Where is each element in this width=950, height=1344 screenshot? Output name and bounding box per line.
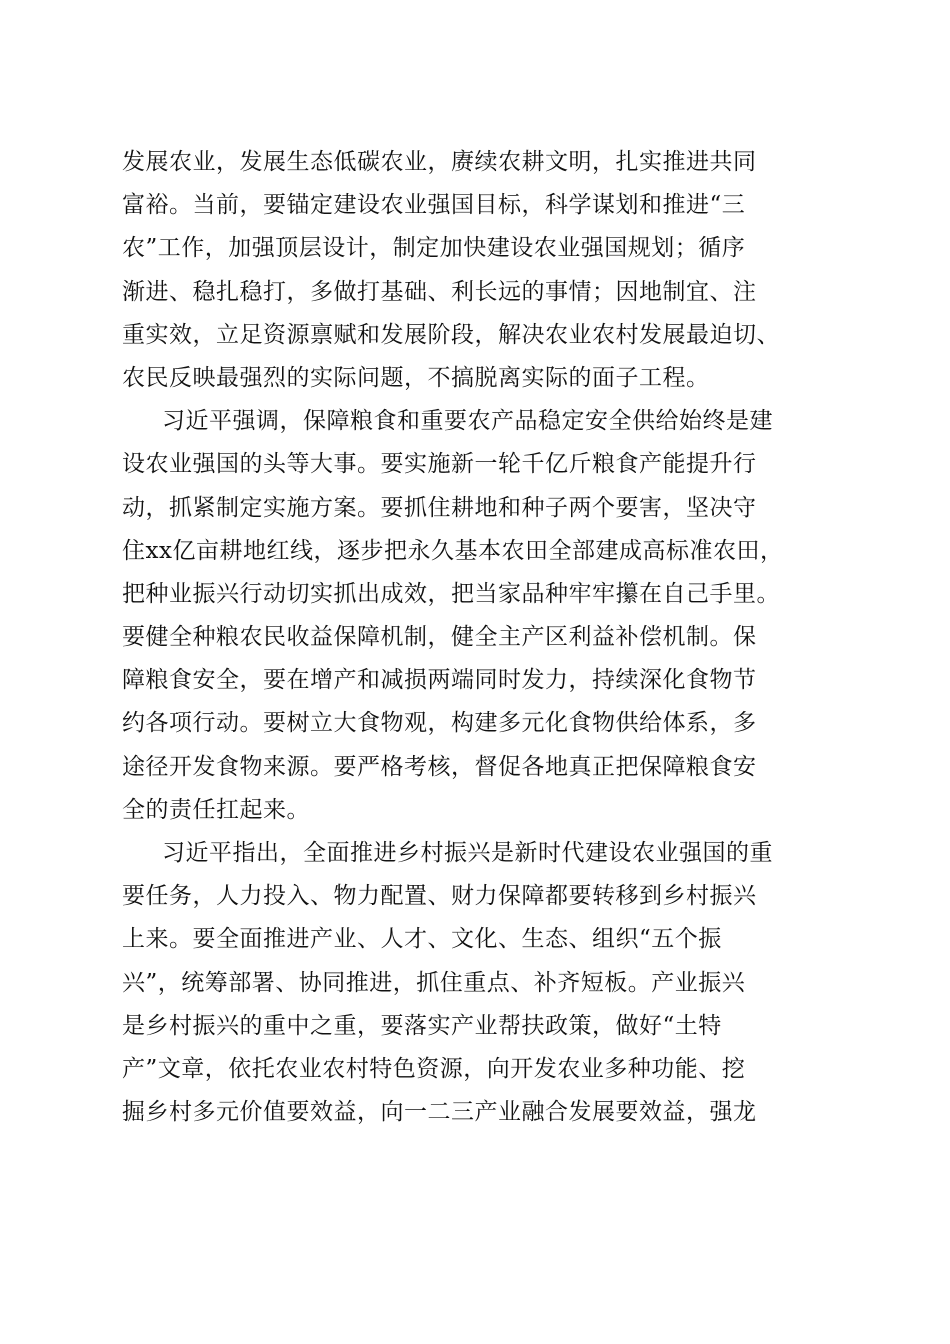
text-line: 渐进、稳扎稳打，多做打基础、利长远的事情；因地制宜、注: [122, 278, 757, 305]
text-line: 要健全种粮农民收益保障机制，健全主产区利益补偿机制。保: [122, 624, 757, 651]
text-line: 农”工作，加强顶层设计，制定加快建设农业强国规划；循序: [122, 235, 746, 262]
text-line: 住xx亿亩耕地红线，逐步把永久基本农田全部建成高标准农田，: [122, 537, 784, 564]
text-line: 习近平强调，保障粮食和重要农产品稳定安全供给始终是建: [162, 408, 773, 435]
text-line: 产”文章，依托农业农村特色资源，向开发农业多种功能、挖: [122, 1055, 746, 1082]
paragraph-1: [122, 141, 842, 400]
text-line: 富裕。当前，要锚定建设农业强国目标，科学谋划和推进“三: [122, 192, 746, 219]
text-line: 发展农业，发展生态低碳农业，赓续农耕文明，扎实推进共同: [122, 149, 757, 175]
text-line: 全的责任扛起来。: [122, 796, 310, 823]
text-line: 约各项行动。要树立大食物观，构建多元化食物供给体系，多: [122, 710, 757, 737]
paragraph-2: [122, 400, 842, 832]
text-line: 设农业强国的头等大事。要实施新一轮千亿斤粮食产能提升行: [122, 451, 757, 478]
text-line: 上来。要全面推进产业、人才、文化、生态、组织“五个振: [122, 926, 722, 953]
text-line: 动，抓紧制定实施方案。要抓住耕地和种子两个要害，坚决守: [122, 494, 757, 521]
text-line: 农民反映最强烈的实际问题，不搞脱离实际的面子工程。: [122, 364, 710, 391]
text-line: 要任务，人力投入、物力配置、财力保障都要转移到乡村振兴: [122, 883, 757, 910]
text-line: 重实效，立足资源禀赋和发展阶段，解决农业农村发展最迫切、: [122, 321, 780, 348]
paragraph-3: [122, 832, 842, 1134]
text-line: 习近平指出，全面推进乡村振兴是新时代建设农业强国的重: [162, 840, 773, 866]
text-line: 途径开发食物来源。要严格考核，督促各地真正把保障粮食安: [122, 753, 757, 780]
text-line: 把种业振兴行动切实抓出成效，把当家品种牢牢攥在自己手里。: [122, 580, 780, 607]
text-line: 掘乡村多元价值要效益，向一二三产业融合发展要效益，强龙: [122, 1099, 757, 1126]
document-body: [122, 141, 842, 1134]
text-line: 是乡村振兴的重中之重，要落实产业帮扶政策，做好“土特: [122, 1012, 722, 1039]
text-line: 兴”，统筹部署、协同推进，抓住重点、补齐短板。产业振兴: [122, 969, 746, 996]
text-line: 障粮食安全，要在增产和减损两端同时发力，持续深化食物节: [122, 667, 757, 694]
